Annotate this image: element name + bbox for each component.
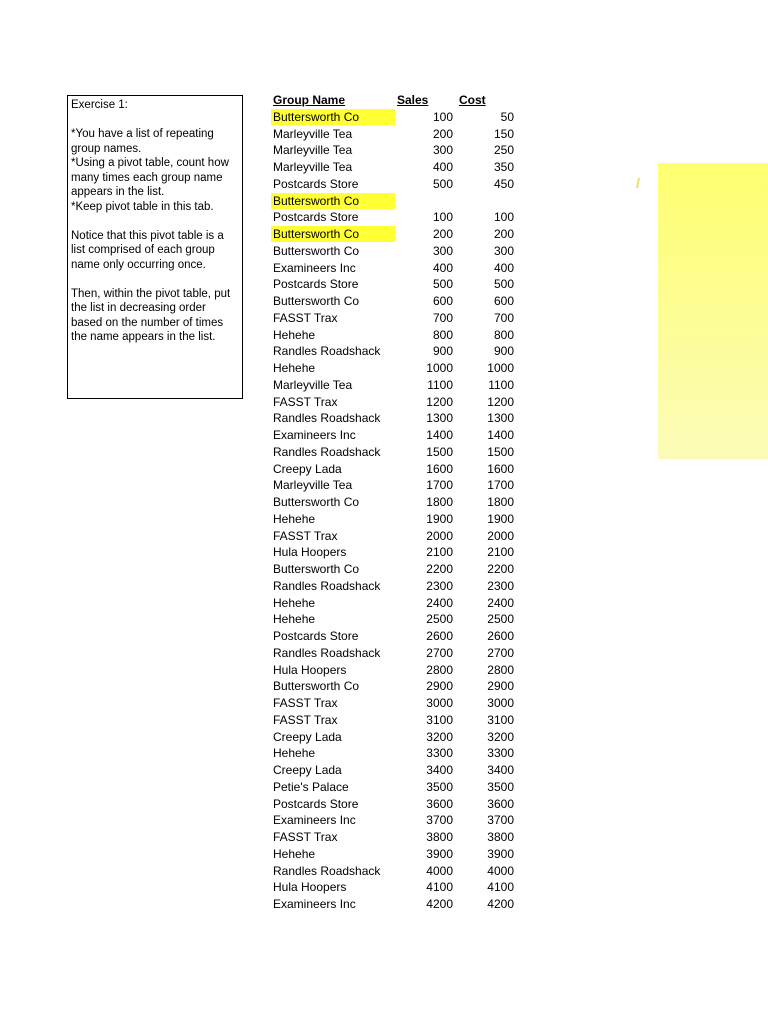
- cost-cell[interactable]: 100: [493, 210, 514, 225]
- table-row: [271, 595, 521, 612]
- table-row: [271, 260, 521, 277]
- table-row: [271, 410, 521, 427]
- cost-cell[interactable]: 2300: [487, 578, 514, 593]
- cost-cell[interactable]: 1300: [487, 411, 514, 426]
- sales-cell[interactable]: 2000: [426, 528, 453, 543]
- sales-cell[interactable]: 500: [432, 176, 453, 191]
- cost-cell[interactable]: 600: [493, 294, 514, 308]
- cost-cell[interactable]: 1200: [487, 394, 514, 409]
- sales-cell[interactable]: 1700: [426, 478, 453, 493]
- sales-cell[interactable]: 1500: [426, 444, 453, 459]
- sales-cell[interactable]: 1400: [426, 428, 453, 442]
- cost-cell[interactable]: 3700: [487, 813, 514, 828]
- sales-cell[interactable]: 3500: [426, 779, 453, 794]
- table-row: [271, 226, 521, 243]
- group-name-cell[interactable]: Postcards Store: [273, 176, 359, 191]
- group-name-cell[interactable]: Postcards Store: [273, 629, 359, 643]
- sales-cell[interactable]: 1800: [426, 495, 453, 509]
- sales-cell[interactable]: 400: [432, 160, 453, 174]
- cost-cell[interactable]: 3100: [487, 712, 514, 727]
- sales-cell[interactable]: 4100: [426, 880, 453, 895]
- cost-cell[interactable]: 2800: [487, 662, 514, 677]
- table-row: [271, 494, 521, 511]
- table-row: [271, 695, 521, 712]
- group-name-cell[interactable]: Marleyville Tea: [273, 143, 353, 158]
- table-body: [271, 109, 521, 913]
- sales-cell[interactable]: 100: [432, 109, 453, 124]
- group-name-cell[interactable]: Creepy Lada: [273, 729, 342, 744]
- cost-cell[interactable]: 3900: [487, 846, 514, 861]
- sales-cell[interactable]: 2400: [426, 595, 453, 610]
- sales-cell[interactable]: 300: [432, 243, 453, 258]
- table-row: [271, 276, 521, 293]
- cost-cell[interactable]: 2600: [487, 629, 514, 643]
- sales-cell[interactable]: 800: [432, 327, 453, 342]
- cost-cell[interactable]: 3500: [487, 779, 514, 794]
- cost-cell[interactable]: 2700: [487, 645, 514, 660]
- group-name-cell[interactable]: Hula Hoopers: [273, 545, 347, 560]
- group-sales-table: [271, 92, 521, 913]
- table-row: [271, 812, 521, 829]
- group-name-cell[interactable]: Hehehe: [273, 361, 316, 375]
- group-name-cell[interactable]: Marleyville Tea: [273, 478, 353, 493]
- cost-cell[interactable]: 1500: [487, 444, 514, 459]
- cost-cell[interactable]: 3200: [487, 729, 514, 744]
- table-row: [271, 343, 521, 360]
- header-sales[interactable]: Sales: [397, 93, 429, 107]
- table-row: [271, 645, 521, 662]
- cost-cell[interactable]: 2100: [487, 545, 514, 560]
- group-name-cell[interactable]: Examineers Inc: [273, 897, 356, 911]
- sales-cell[interactable]: 900: [432, 344, 453, 359]
- table-row: [271, 461, 521, 478]
- table-row: [271, 126, 521, 143]
- table-row: [271, 544, 521, 561]
- sales-cell[interactable]: 500: [432, 277, 453, 292]
- cost-cell[interactable]: 3000: [487, 696, 514, 710]
- sales-cell[interactable]: 1000: [426, 361, 453, 375]
- table-row: [271, 209, 521, 226]
- group-name-cell[interactable]: Hula Hoopers: [273, 662, 347, 677]
- group-name-cell[interactable]: Postcards Store: [273, 210, 359, 225]
- table-row: [271, 896, 521, 913]
- sales-cell[interactable]: 3400: [426, 763, 453, 777]
- group-name-cell[interactable]: Marleyville Tea: [273, 377, 353, 392]
- table-row: [271, 109, 521, 126]
- cost-cell[interactable]: 1100: [488, 377, 514, 392]
- table-row: [271, 712, 521, 729]
- cost-cell[interactable]: 2500: [487, 612, 514, 627]
- sales-cell[interactable]: 700: [432, 310, 453, 325]
- table-row: [271, 628, 521, 645]
- sales-cell[interactable]: 2900: [426, 679, 453, 694]
- sales-cell[interactable]: 1100: [427, 377, 453, 392]
- group-name-cell[interactable]: Randles Roadshack: [273, 344, 381, 359]
- cost-cell[interactable]: 2400: [487, 595, 514, 610]
- cost-cell[interactable]: 1400: [487, 428, 514, 442]
- cost-cell[interactable]: 4100: [487, 880, 514, 895]
- exercise-bullets: [71, 127, 239, 214]
- sales-cell[interactable]: 1200: [426, 394, 453, 409]
- sales-cell[interactable]: 2300: [426, 578, 453, 593]
- exercise-then: Then, within the pivot table, put the list in decreasing order based on the number of times the name appears in the list.: [71, 287, 231, 343]
- sales-cell[interactable]: 1300: [426, 411, 453, 426]
- group-name-cell[interactable]: Buttersworth Co: [271, 109, 395, 125]
- cost-cell[interactable]: 700: [493, 310, 514, 325]
- sales-cell[interactable]: 2700: [426, 645, 453, 660]
- table-header: [271, 92, 521, 109]
- sales-cell[interactable]: 200: [432, 126, 453, 141]
- table-row: [271, 561, 521, 578]
- bullet-2: *Using a pivot table, count how many times each group name appears in the list.: [71, 157, 229, 198]
- exercise-title: Exercise 1:: [71, 99, 128, 111]
- table-row: [271, 293, 521, 310]
- table-row: [271, 578, 521, 595]
- group-name-cell[interactable]: Creepy Lada: [273, 461, 342, 476]
- cost-cell[interactable]: 3600: [487, 796, 514, 811]
- group-name-cell[interactable]: Petie's Palace: [273, 779, 349, 794]
- group-name-cell[interactable]: Hehehe: [273, 746, 316, 761]
- table-row: [271, 377, 521, 394]
- group-name-cell[interactable]: Examineers Inc: [273, 260, 356, 275]
- cost-cell[interactable]: 2900: [487, 679, 514, 694]
- sales-cell[interactable]: 2500: [426, 612, 453, 627]
- table-row: [271, 444, 521, 461]
- exercise-instructions-box: [67, 95, 243, 399]
- table-row: [271, 678, 521, 695]
- table-row: [271, 142, 521, 159]
- table-row: [271, 477, 521, 494]
- group-name-cell[interactable]: Postcards Store: [273, 796, 359, 811]
- table-row: [271, 611, 521, 628]
- group-name-cell[interactable]: Randles Roadshack: [273, 444, 381, 459]
- sales-cell[interactable]: 2200: [426, 562, 453, 576]
- exercise-notice: Notice that this pivot table is a list comprised of each group name only occurring once.: [71, 229, 224, 271]
- cost-cell[interactable]: 800: [493, 327, 514, 342]
- group-name-cell[interactable]: Buttersworth Co: [273, 243, 360, 258]
- group-name-cell[interactable]: Hehehe: [273, 846, 316, 861]
- cost-cell[interactable]: 350: [493, 160, 514, 174]
- cost-cell[interactable]: 900: [493, 344, 514, 359]
- sales-cell[interactable]: 3200: [426, 729, 453, 744]
- header-cost[interactable]: Cost: [459, 93, 486, 107]
- yellow-mark: [636, 178, 640, 188]
- group-name-cell[interactable]: Buttersworth Co: [273, 294, 360, 308]
- group-name-cell[interactable]: FASST Trax: [273, 394, 338, 409]
- group-name-cell[interactable]: Buttersworth Co: [273, 495, 360, 509]
- table-row: [271, 193, 521, 210]
- group-name-cell[interactable]: Marleyville Tea: [273, 160, 353, 174]
- table-row: [271, 762, 521, 779]
- sales-cell[interactable]: 300: [432, 143, 453, 158]
- group-name-cell[interactable]: FASST Trax: [273, 696, 338, 710]
- sales-cell[interactable]: 3300: [426, 746, 453, 761]
- group-name-cell[interactable]: FASST Trax: [273, 712, 338, 727]
- group-name-cell[interactable]: Marleyville Tea: [273, 126, 353, 141]
- sales-cell[interactable]: 2600: [426, 629, 453, 643]
- table-row: [271, 528, 521, 545]
- group-name-cell[interactable]: FASST Trax: [273, 528, 338, 543]
- table-row: [271, 327, 521, 344]
- table-row: [271, 745, 521, 762]
- table-row: [271, 243, 521, 260]
- sales-cell[interactable]: 3700: [426, 813, 453, 828]
- table-row: [271, 427, 521, 444]
- sales-cell[interactable]: 2100: [426, 545, 453, 560]
- group-name-cell[interactable]: Creepy Lada: [273, 763, 342, 777]
- group-name-cell[interactable]: Buttersworth Co: [273, 679, 360, 694]
- table-row: [271, 394, 521, 411]
- cost-cell[interactable]: 150: [493, 126, 514, 141]
- table-row: [271, 511, 521, 528]
- cost-cell[interactable]: 200: [493, 227, 514, 241]
- cost-cell[interactable]: 500: [493, 277, 514, 292]
- sales-cell[interactable]: 4200: [426, 897, 453, 911]
- sales-cell[interactable]: 200: [432, 227, 453, 241]
- cost-cell[interactable]: 300: [493, 243, 514, 258]
- table-row: [271, 863, 521, 880]
- bullet-1: *You have a list of repeating group names.: [71, 128, 214, 155]
- table-row: [271, 829, 521, 846]
- group-name-cell[interactable]: FASST Trax: [273, 310, 338, 325]
- cost-cell[interactable]: 3300: [487, 746, 514, 761]
- group-name-cell[interactable]: Randles Roadshack: [273, 578, 381, 593]
- cost-cell[interactable]: 1700: [487, 478, 514, 493]
- sales-cell[interactable]: 4000: [426, 863, 453, 878]
- group-name-cell[interactable]: Randles Roadshack: [273, 863, 381, 878]
- group-name-cell[interactable]: Buttersworth Co: [273, 562, 360, 576]
- cost-cell[interactable]: 1000: [487, 361, 514, 375]
- sales-cell[interactable]: 1600: [426, 461, 453, 476]
- table-row: [271, 360, 521, 377]
- table-row: [271, 779, 521, 796]
- cost-cell[interactable]: 1900: [487, 511, 514, 526]
- bullet-3: *Keep pivot table in this tab.: [71, 200, 214, 213]
- sales-cell[interactable]: 3900: [426, 846, 453, 861]
- group-name-cell[interactable]: Hehehe: [273, 511, 316, 526]
- sales-cell[interactable]: 3800: [426, 830, 453, 844]
- sales-cell[interactable]: 3100: [426, 712, 453, 727]
- cost-cell[interactable]: 1800: [487, 495, 514, 509]
- group-name-cell[interactable]: Randles Roadshack: [273, 645, 381, 660]
- group-name-cell[interactable]: Hula Hoopers: [273, 880, 347, 895]
- group-name-cell[interactable]: FASST Trax: [273, 830, 338, 844]
- cost-cell[interactable]: 3400: [487, 763, 514, 777]
- group-name-cell[interactable]: Hehehe: [273, 327, 316, 342]
- sales-cell[interactable]: 3000: [426, 696, 453, 710]
- cost-cell[interactable]: 4000: [487, 863, 514, 878]
- sticky-note: [658, 163, 768, 459]
- cost-cell[interactable]: 2000: [487, 528, 514, 543]
- sales-cell[interactable]: 3600: [426, 796, 453, 811]
- group-name-cell[interactable]: Buttersworth Co: [271, 193, 395, 209]
- group-name-cell[interactable]: Hehehe: [273, 595, 316, 610]
- group-name-cell[interactable]: Randles Roadshack: [273, 411, 381, 426]
- cost-cell[interactable]: 50: [500, 109, 514, 124]
- cost-cell[interactable]: 4200: [487, 897, 514, 911]
- header-group-name[interactable]: Group Name: [273, 93, 346, 107]
- cost-cell[interactable]: 3800: [487, 830, 514, 844]
- cost-cell[interactable]: 2200: [487, 562, 514, 576]
- table-row: [271, 729, 521, 746]
- sales-cell[interactable]: 600: [432, 294, 453, 308]
- sales-cell[interactable]: 1900: [426, 511, 453, 526]
- group-name-cell[interactable]: Examineers Inc: [273, 428, 356, 442]
- group-name-cell[interactable]: Hehehe: [273, 612, 316, 627]
- cost-cell[interactable]: 400: [493, 260, 514, 275]
- cost-cell[interactable]: 450: [493, 176, 514, 191]
- group-name-cell[interactable]: Postcards Store: [273, 277, 359, 292]
- group-name-cell[interactable]: Buttersworth Co: [271, 226, 395, 242]
- table-row: [271, 310, 521, 327]
- cost-cell[interactable]: 1600: [487, 461, 514, 476]
- sales-cell[interactable]: 100: [432, 210, 453, 225]
- table-row: [271, 662, 521, 679]
- table-row: [271, 879, 521, 896]
- table-row: [271, 846, 521, 863]
- table-row: [271, 159, 521, 176]
- sales-cell[interactable]: 400: [432, 260, 453, 275]
- table-row: [271, 796, 521, 813]
- group-name-cell[interactable]: Examineers Inc: [273, 813, 356, 828]
- sales-cell[interactable]: 2800: [426, 662, 453, 677]
- table-row: [271, 176, 521, 193]
- cost-cell[interactable]: 250: [493, 143, 514, 158]
